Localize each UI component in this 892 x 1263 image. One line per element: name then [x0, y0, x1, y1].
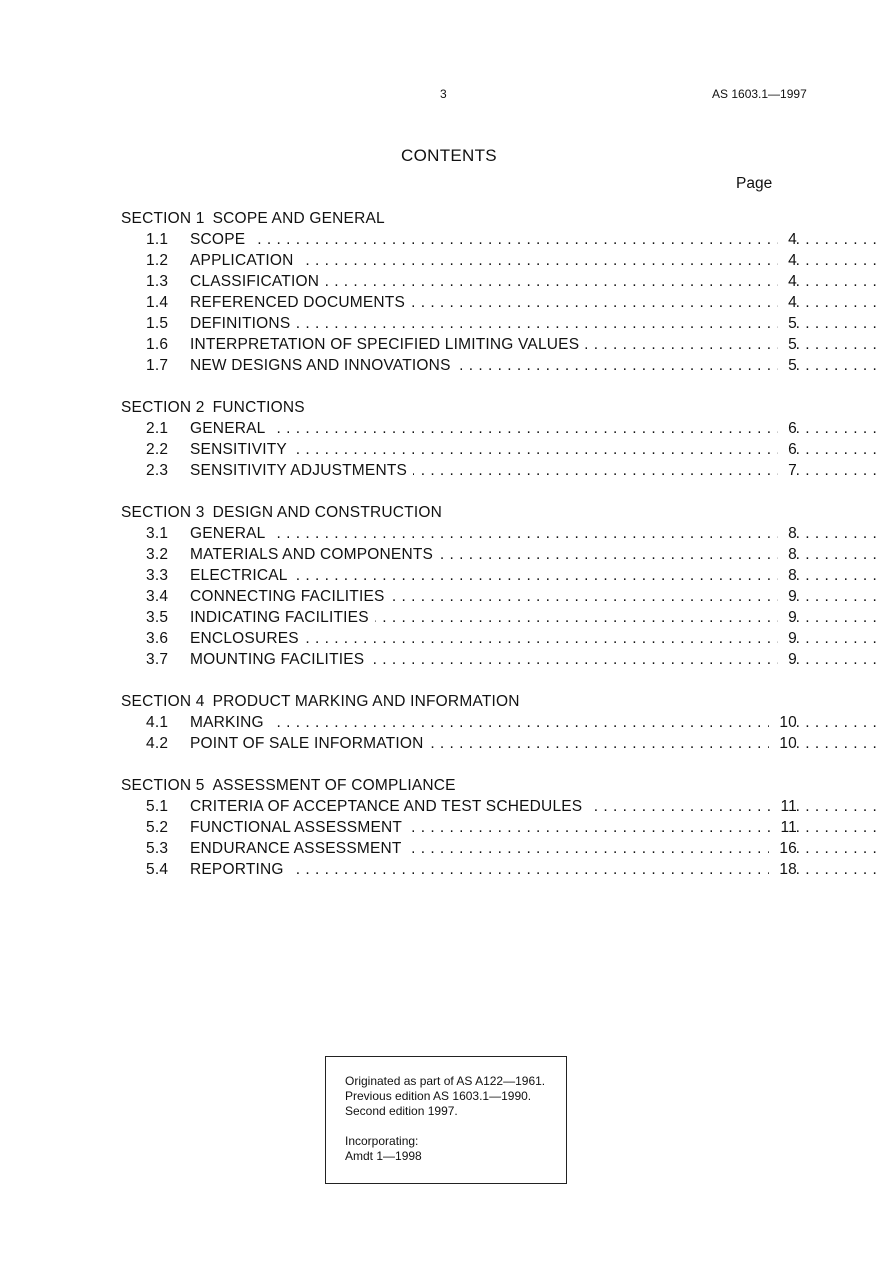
toc-entry: [121, 712, 801, 733]
entry-page-number: 5: [778, 355, 797, 376]
entry-number: 5.4: [146, 861, 169, 878]
entry-page-number: 9: [778, 649, 797, 670]
toc-entry: [121, 817, 801, 838]
toc-entry: [121, 355, 801, 376]
entry-number: 1.5: [146, 315, 169, 332]
section-number: SECTION 2: [121, 399, 205, 416]
edition-history-box: [325, 1056, 567, 1184]
entry-title: CRITERIA OF ACCEPTANCE AND TEST SCHEDULES: [190, 796, 588, 817]
section-heading: [121, 691, 801, 712]
entry-page-number: 4: [778, 271, 797, 292]
toc-entry: [121, 544, 801, 565]
toc-entry: [121, 838, 801, 859]
section-title: SCOPE AND GENERAL: [212, 210, 385, 227]
toc-entry: [121, 292, 801, 313]
entry-title: ENCLOSURES: [190, 628, 305, 649]
entry-title: POINT OF SALE INFORMATION: [190, 733, 430, 754]
standard-reference: AS 1603.1—1997: [712, 87, 807, 101]
entry-title: GENERAL: [190, 523, 271, 544]
entry-page-number: 10: [769, 712, 797, 733]
toc-entry: [121, 859, 801, 880]
section-heading: [121, 397, 801, 418]
entry-title: GENERAL: [190, 418, 271, 439]
toc-entry: [121, 229, 801, 250]
toc-section: [121, 775, 801, 880]
entry-page-number: 9: [778, 607, 797, 628]
toc-entry: [121, 649, 801, 670]
entry-page-number: 8: [778, 544, 797, 565]
toc-entry: [121, 586, 801, 607]
edition-line-incorporating: Incorporating:: [345, 1134, 419, 1148]
toc-entry: [121, 313, 801, 334]
entry-number: 2.3: [146, 462, 169, 479]
entry-title: INDICATING FACILITIES: [190, 607, 375, 628]
entry-title: SENSITIVITY ADJUSTMENTS: [190, 460, 413, 481]
edition-line-second: Second edition 1997.: [345, 1104, 458, 1118]
contents-title: CONTENTS: [401, 146, 497, 165]
section-title: ASSESSMENT OF COMPLIANCE: [212, 777, 456, 794]
entry-page-number: 5: [778, 334, 797, 355]
table-of-contents: [121, 208, 801, 901]
entry-number: 5.2: [146, 819, 169, 836]
toc-section: [121, 397, 801, 481]
entry-number: 1.1: [146, 231, 169, 248]
entry-page-number: 11: [771, 796, 798, 817]
entry-number: 1.2: [146, 252, 169, 269]
toc-entry: [121, 439, 801, 460]
entry-title: APPLICATION: [190, 250, 300, 271]
entry-page-number: 10: [769, 733, 797, 754]
toc-entry: [121, 565, 801, 586]
entry-number: 3.7: [146, 651, 169, 668]
toc-entry: [121, 271, 801, 292]
toc-entry: [121, 796, 801, 817]
section-heading: [121, 775, 801, 796]
entry-title: REPORTING: [190, 859, 290, 880]
section-heading: [121, 502, 801, 523]
section-number: SECTION 1: [121, 210, 205, 227]
entry-title: SENSITIVITY: [190, 439, 293, 460]
edition-line-originated: Originated as part of AS A122—1961.: [345, 1074, 546, 1088]
toc-entry: [121, 250, 801, 271]
toc-entry: [121, 460, 801, 481]
entry-page-number: 8: [778, 565, 797, 586]
entry-title: CONNECTING FACILITIES: [190, 586, 391, 607]
entry-title: FUNCTIONAL ASSESSMENT: [190, 817, 408, 838]
entry-number: 3.6: [146, 630, 169, 647]
entry-title: MARKING: [190, 712, 270, 733]
entry-number: 1.3: [146, 273, 169, 290]
entry-number: 1.4: [146, 294, 169, 311]
entry-page-number: 7: [778, 460, 797, 481]
entry-title: INTERPRETATION OF SPECIFIED LIMITING VALUES: [190, 334, 585, 355]
entry-number: 4.2: [146, 735, 169, 752]
entry-title: MOUNTING FACILITIES: [190, 649, 370, 670]
entry-number: 3.4: [146, 588, 169, 605]
entry-page-number: 6: [778, 418, 797, 439]
section-number: SECTION 5: [121, 777, 205, 794]
page-number: 3: [440, 87, 447, 101]
toc-entry: [121, 418, 801, 439]
entry-number: 2.2: [146, 441, 169, 458]
entry-page-number: 5: [778, 313, 797, 334]
toc-entry: [121, 607, 801, 628]
entry-page-number: 16: [769, 838, 797, 859]
section-heading: [121, 208, 801, 229]
entry-page-number: 9: [778, 628, 797, 649]
toc-entry: [121, 628, 801, 649]
entry-page-number: 9: [778, 586, 797, 607]
section-number: SECTION 4: [121, 693, 205, 710]
entry-number: 1.6: [146, 336, 169, 353]
entry-number: 3.1: [146, 525, 169, 542]
entry-title: NEW DESIGNS AND INNOVATIONS: [190, 355, 457, 376]
entry-number: 1.7: [146, 357, 169, 374]
entry-page-number: 4: [778, 250, 797, 271]
toc-entry: [121, 733, 801, 754]
entry-number: 2.1: [146, 420, 169, 437]
section-title: FUNCTIONS: [212, 399, 305, 416]
entry-page-number: 4: [778, 292, 797, 313]
entry-title: ENDURANCE ASSESSMENT: [190, 838, 408, 859]
edition-line-previous: Previous edition AS 1603.1—1990.: [345, 1089, 532, 1103]
section-title: PRODUCT MARKING AND INFORMATION: [212, 693, 520, 710]
section-number: SECTION 3: [121, 504, 205, 521]
entry-page-number: 11: [771, 817, 798, 838]
entry-page-number: 8: [778, 523, 797, 544]
page-column-label: Page: [736, 175, 773, 192]
toc-entry: [121, 523, 801, 544]
toc-section: [121, 502, 801, 670]
entry-title: SCOPE: [190, 229, 251, 250]
entry-title: ELECTRICAL: [190, 565, 294, 586]
toc-entry: [121, 334, 801, 355]
entry-number: 3.5: [146, 609, 169, 626]
toc-section: [121, 208, 801, 376]
edition-line-amendment: Amdt 1—1998: [345, 1149, 422, 1163]
entry-number: 3.2: [146, 546, 169, 563]
entry-page-number: 6: [778, 439, 797, 460]
entry-title: REFERENCED DOCUMENTS: [190, 292, 411, 313]
entry-number: 5.1: [146, 798, 169, 815]
entry-title: DEFINITIONS: [190, 313, 296, 334]
entry-number: 3.3: [146, 567, 169, 584]
entry-page-number: 18: [769, 859, 797, 880]
section-title: DESIGN AND CONSTRUCTION: [212, 504, 442, 521]
entry-page-number: 4: [778, 229, 797, 250]
toc-section: [121, 691, 801, 754]
entry-number: 5.3: [146, 840, 169, 857]
entry-number: 4.1: [146, 714, 169, 731]
entry-title: CLASSIFICATION: [190, 271, 325, 292]
entry-title: MATERIALS AND COMPONENTS: [190, 544, 439, 565]
